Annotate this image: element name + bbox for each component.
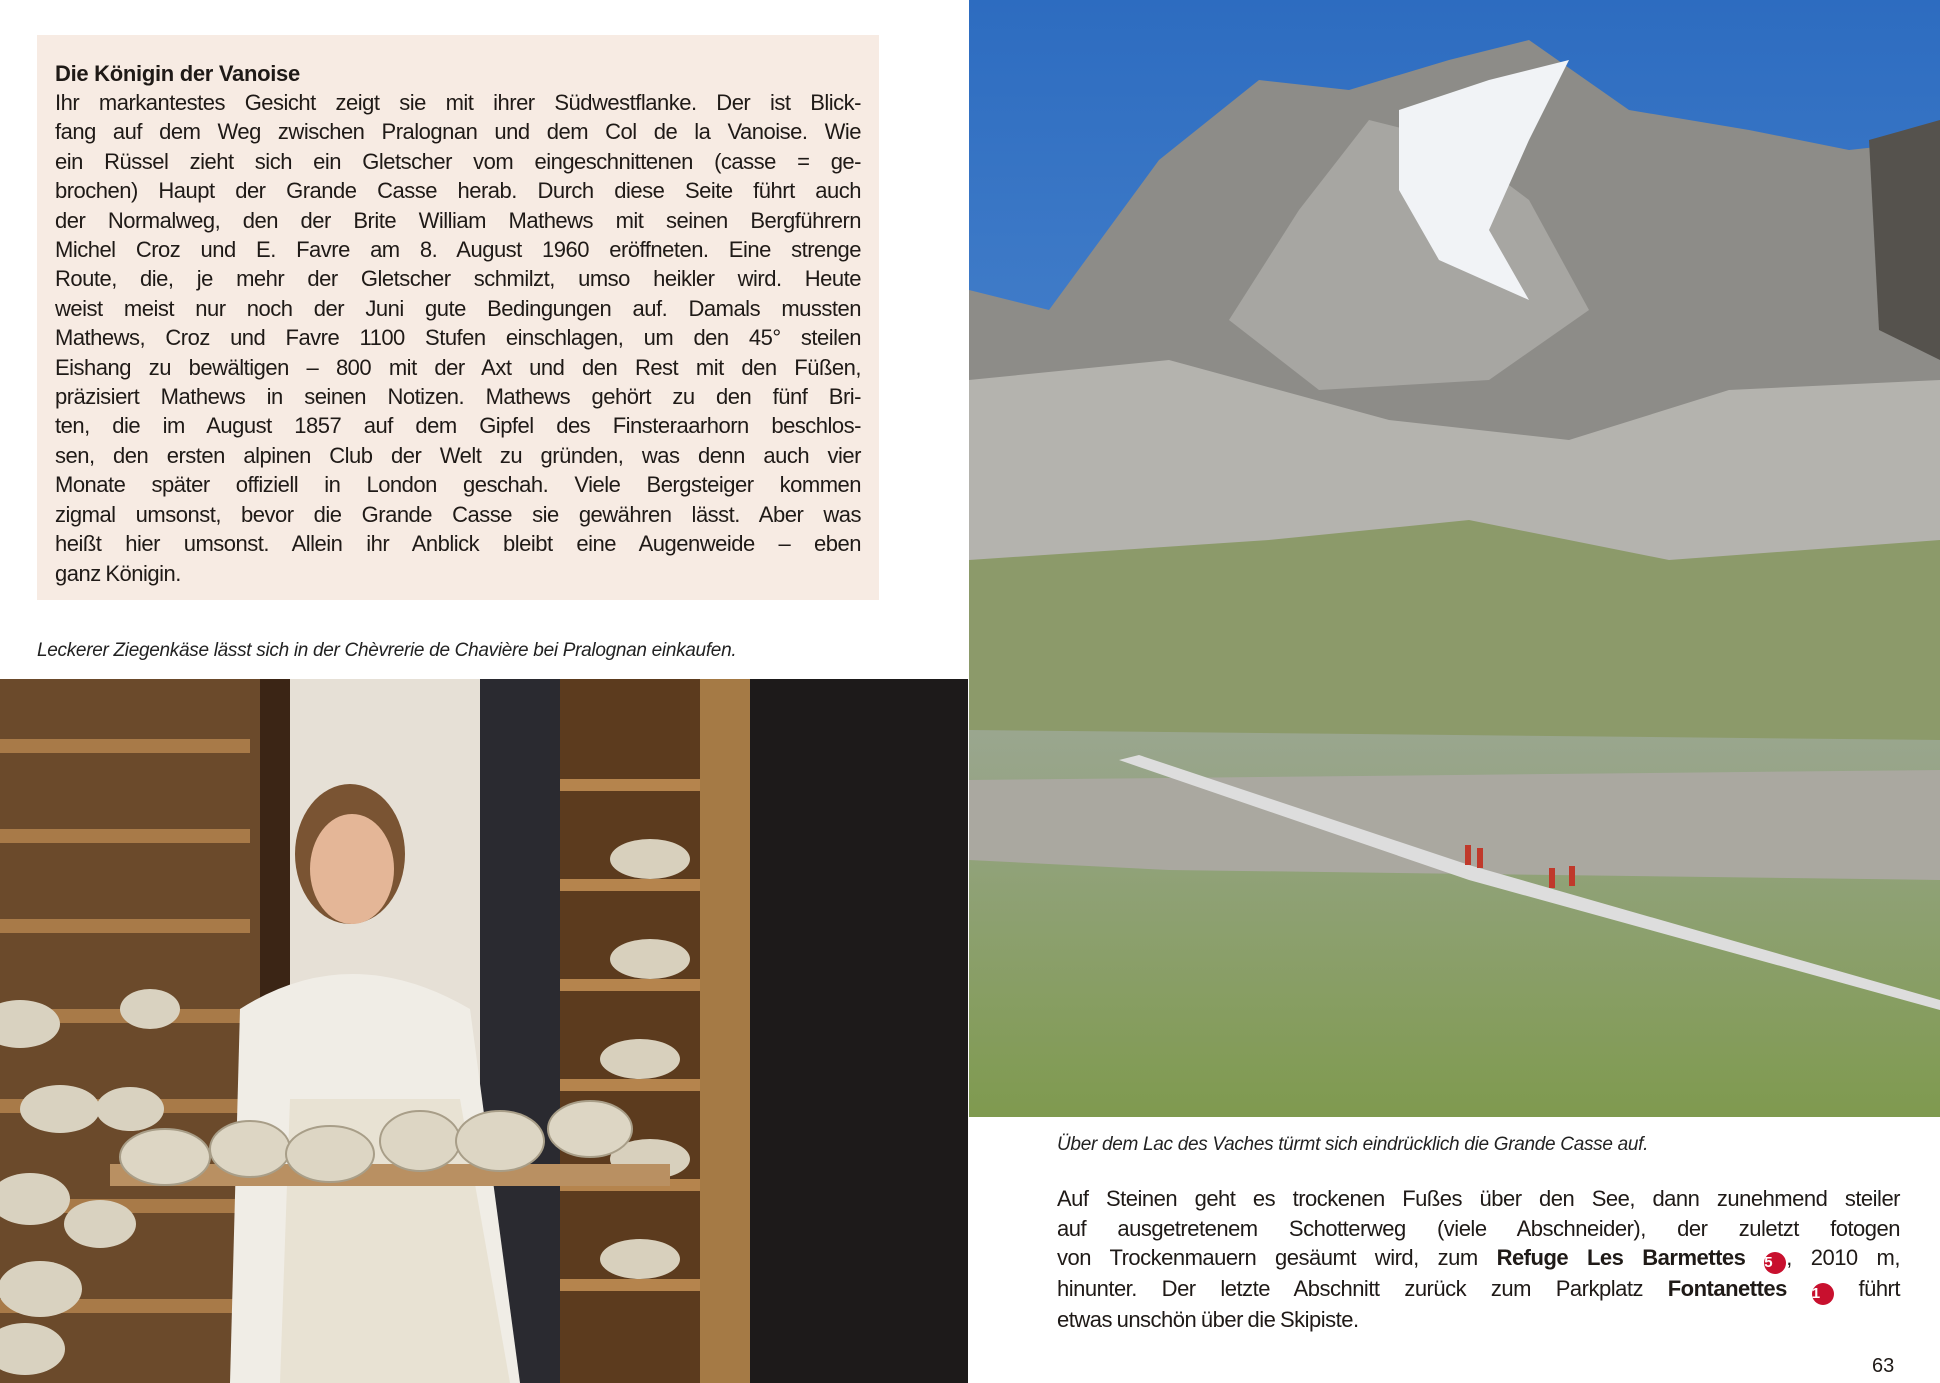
- info-box-title: Die Königin der Vanoise: [55, 61, 300, 86]
- info-box-line: ein Rüssel zieht sich ein Gletscher vom eingeschnittenen (casse = ge-: [55, 148, 861, 174]
- body-line: [1057, 1243, 1900, 1274]
- refuge-les-barmettes: Refuge Les Barmettes: [1496, 1245, 1746, 1270]
- info-box-line: brochen) Haupt der Grande Casse herab. Durch diese Seite führt auch: [55, 178, 861, 204]
- text: hinunter. Der letzte Abschnitt zurück zum Parkplatz: [1057, 1276, 1668, 1301]
- mountain-photo-caption: Über dem Lac des Vaches türmt sich eindrücklich die Grande Casse auf.: [1057, 1134, 1649, 1155]
- info-box-line: ganz Königin.: [55, 560, 181, 586]
- info-box-line: ten, die im August 1857 auf dem Gipfel des Finsteraarhorn beschlos-: [55, 413, 861, 439]
- body-line: [1057, 1274, 1900, 1305]
- info-box-line: zigmal umsonst, bevor die Grande Casse sie gewähren lässt. Aber was: [55, 501, 861, 527]
- body-line: auf ausgetretenem Schotterweg (viele Abschneider), der zuletzt fotogen: [1057, 1215, 1900, 1241]
- info-box-text: [55, 88, 861, 588]
- info-box-line: Ihr markantestes Gesicht zeigt sie mit ihrer Südwestflanke. Der ist Blick-: [55, 90, 861, 115]
- body-line: Auf Steinen geht es trockenen Fußes über den See, dann zunehmend steiler: [1057, 1186, 1900, 1211]
- info-box: [37, 35, 879, 600]
- info-box-line: Mathews, Croz und Favre 1100 Stufen einschlagen, um den 45° steilen: [55, 325, 861, 351]
- info-box-line: der Normalweg, den der Brite William Mathews mit seinen Bergführern: [55, 207, 861, 233]
- info-box-line: heißt hier umsonst. Allein ihr Anblick bleibt eine Augenweide – eben: [55, 531, 861, 557]
- info-box-line: sen, den ersten alpinen Club der Welt zu gründen, was denn auch vier: [55, 442, 861, 468]
- cheese-cellar-photo: [0, 679, 968, 1383]
- waypoint-marker-5: 5: [1764, 1252, 1786, 1274]
- page-number: 63: [1872, 1355, 1895, 1377]
- text: führt: [1833, 1276, 1900, 1301]
- info-box-line: Route, die, je mehr der Gletscher schmilzt, umso heikler wird. Heute: [55, 266, 861, 292]
- text: , 2010 m,: [1786, 1245, 1900, 1270]
- info-box-line: Eishang zu bewältigen – 800 mit der Axt und den Rest mit den Füßen,: [55, 354, 861, 380]
- waypoint-marker-1: 1: [1812, 1283, 1834, 1305]
- info-box-line: weist meist nur noch der Juni gute Bedingungen auf. Damals mussten: [55, 295, 861, 321]
- grande-casse-lake-photo: [969, 0, 1940, 1117]
- cheese-photo-caption: Leckerer Ziegenkäse lässt sich in der Chèvrerie de Chavière bei Pralognan einkaufen.: [37, 640, 737, 661]
- parkplatz-fontanettes: Fontanettes: [1667, 1276, 1787, 1301]
- info-box-line: Michel Croz und E. Favre am 8. August 1960 eröffneten. Eine strenge: [55, 237, 861, 263]
- body-line: etwas unschön über die Skipiste.: [1057, 1307, 1359, 1332]
- info-box-line: fang auf dem Weg zwischen Pralognan und dem Col de la Vanoise. Wie: [55, 119, 861, 145]
- info-box-line: Monate später offiziell in London geschah. Viele Bergsteiger kommen: [55, 472, 861, 498]
- route-description: [1057, 1184, 1900, 1335]
- info-box-line: präzisiert Mathews in seinen Notizen. Mathews gehört zu den fünf Bri-: [55, 384, 861, 410]
- text: von Trockenmauern gesäumt wird, zum: [1057, 1245, 1497, 1270]
